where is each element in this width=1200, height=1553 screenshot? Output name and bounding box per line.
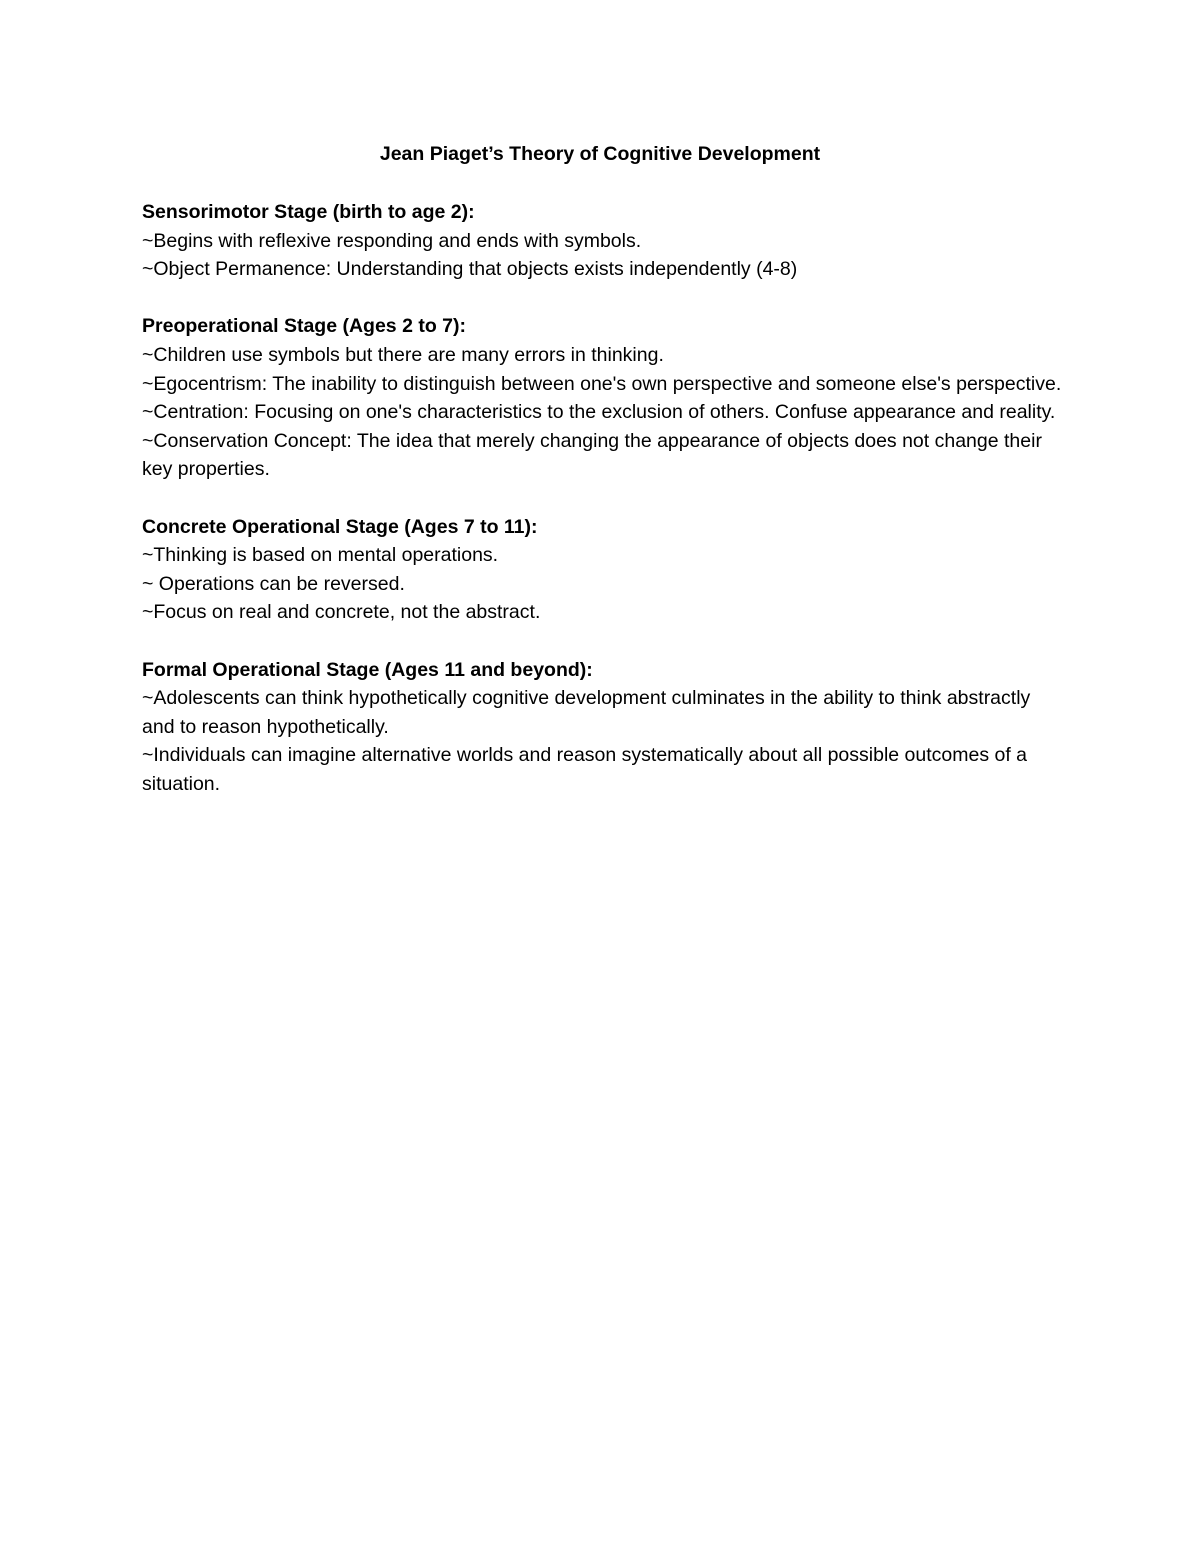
section-line: ~Object Permanence: Understanding that objects exists independently (4-8) [142,258,798,281]
section-line: ~Begins with reflexive responding and ends with symbols. [142,229,642,252]
section-preoperational [142,312,1062,484]
section-heading: Concrete Operational Stage (Ages 7 to 11): [142,515,538,538]
section-sensorimotor [142,198,1062,284]
section-line: ~Focus on real and concrete, not the abstract. [142,601,541,624]
section-line: ~Thinking is based on mental operations. [142,544,499,567]
section-heading: Formal Operational Stage (Ages 11 and beyond): [142,658,593,681]
document-body [142,198,1062,827]
section-line: ~Egocentrism: The inability to distinguish between one's own perspective and someone else's perspective. [142,372,1062,395]
section-line: ~ Operations can be reversed. [142,572,405,595]
section-heading: Preoperational Stage (Ages 2 to 7): [142,315,466,338]
section-formal-operational [142,656,1062,799]
document-title: Jean Piaget’s Theory of Cognitive Development [379,143,821,165]
section-line: ~Centration: Focusing on one's characteristics to the exclusion of others. Confuse appearance and reality. [142,401,1056,424]
section-line: ~Conservation Concept: The idea that merely changing the appearance of objects does not change their key properties. [142,429,1042,481]
section-line: ~Children use symbols but there are many errors in thinking. [142,343,664,366]
section-concrete-operational [142,513,1062,627]
section-line: ~Individuals can imagine alternative worlds and reason systematically about all possible outcomes of a situation. [142,744,1028,795]
section-line: ~Adolescents can think hypothetically cognitive development culminates in the ability to think abstractly and to reason hypothetically. [142,687,1031,738]
section-heading: Sensorimotor Stage (birth to age 2): [142,201,475,223]
